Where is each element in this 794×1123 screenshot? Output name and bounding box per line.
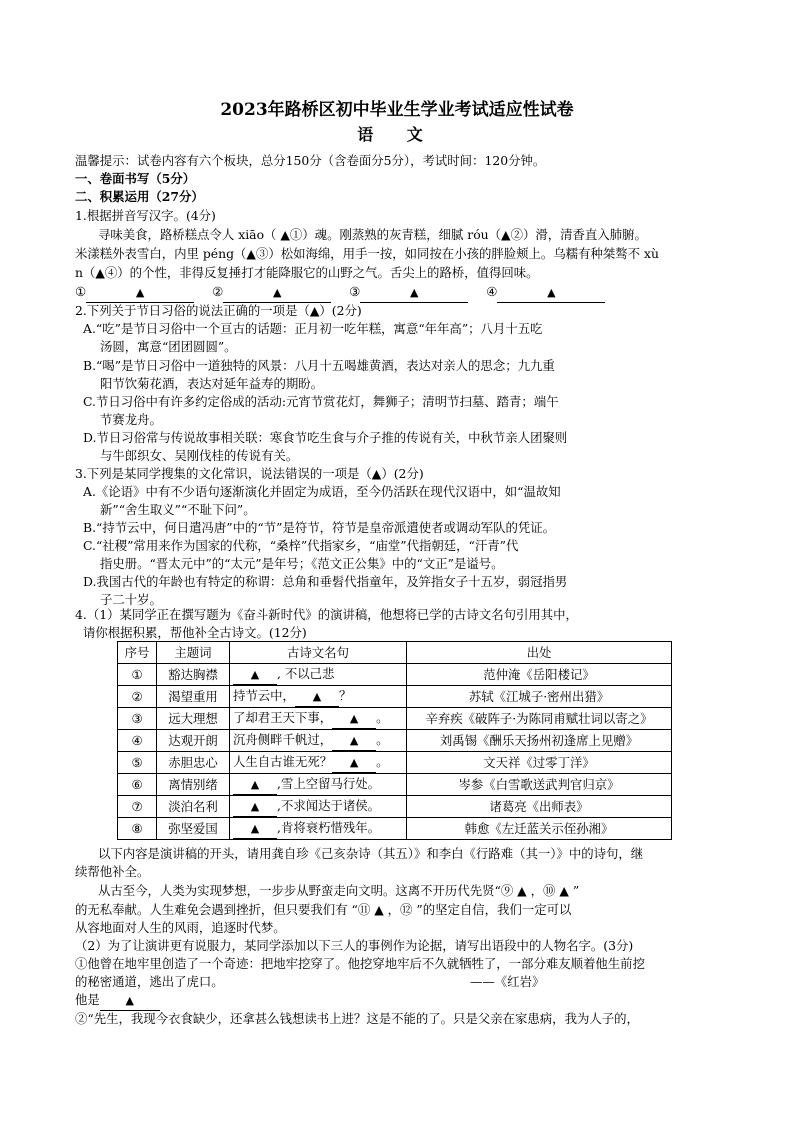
header-theme: 主题词 <box>157 642 230 664</box>
verse-given-part: ？ <box>338 687 352 703</box>
row-theme: 赤胆忠心 <box>157 752 230 774</box>
q4-stem-line-1: 4.（1）某同学正在撰写题为《奋斗新时代》的演讲稿，他想将已学的古诗文名句引用其中， <box>75 607 578 622</box>
verse-answer-blank[interactable] <box>332 709 376 729</box>
blank-3-label: ③ <box>349 284 361 299</box>
q2-option-a-line-1: A.“吃”是节日习俗中一个亘古的话题：正月初一吃年糕，寓意“年年高”；八月十五吃 <box>83 321 543 336</box>
answer-blank-3[interactable]: ▲ <box>360 283 468 303</box>
q4-stem-line-2: 请你根据积累，帮他补全古诗文。(12分) <box>83 625 307 640</box>
q2-option-d-line-2: 与牛郎织女、吴刚伐桂的传说有关。 <box>100 448 299 463</box>
q2-option-c-line-2: 节赛龙舟。 <box>100 412 162 427</box>
exam-title: 2023年路桥区初中毕业生学业考试适应性试卷 <box>220 100 574 120</box>
verse-answer-blank[interactable] <box>233 819 277 839</box>
verse-answer-blank[interactable] <box>233 775 277 795</box>
speech-intro-line-1: 以下内容是演讲稿的开头，请用龚自珍《己亥杂诗（其五）》和李白《行路难（其一）》中的诗句，继 <box>98 846 644 861</box>
row-verse <box>230 774 407 796</box>
section-2-heading: 二、积累运用（27分） <box>75 189 204 204</box>
table-header-row <box>118 642 672 664</box>
row-verse <box>230 730 407 752</box>
verse-given-part: ,不求闻达于诸侯。 <box>277 797 381 813</box>
q3-option-d-line-2: 子二十岁。 <box>100 592 162 607</box>
blank-1-label: ① <box>75 284 87 299</box>
q2-option-b-line-1: B.“喝”是节日习俗中一道独特的风景：八月十五喝雄黄酒，表达对亲人的思念；九九重 <box>83 358 555 373</box>
verse-answer-blank[interactable] <box>233 665 277 685</box>
q2-option-b-line-2: 阳节饮菊花酒，表达对延年益寿的期盼。 <box>100 376 324 391</box>
blank-marker: ▲ <box>250 777 260 791</box>
blank-marker: ▲ <box>349 733 359 747</box>
row-verse <box>230 818 407 840</box>
verse-given-part: ,雪上空留马行处。 <box>277 775 381 791</box>
example-1-line-1: ①他曾在地牢里创造了一个奇迹：把地牢挖穿了。他挖穿地牢后不久就牺牲了，一部分难友顺着他生前挖 <box>75 956 645 971</box>
verse-answer-blank[interactable] <box>233 797 277 817</box>
q3-option-c-line-2: 指史册。“晋太元中”的“太元”是年号；《范文正公集》中的“文正”是谥号。 <box>100 556 504 571</box>
blank-marker: ▲ <box>349 755 359 769</box>
speech-body-line-1: 从古至今，人类为实现梦想，一步步从野蛮走向文明。这离不开历代先贤“⑨ ▲ ，⑩ ▲ ” <box>98 883 580 898</box>
row-source: 文天祥《过零丁洋》 <box>407 752 672 774</box>
row-verse <box>230 664 407 686</box>
poetry-table <box>117 641 672 840</box>
subject-title: 语 文 <box>357 125 437 144</box>
example-1-source: ——《红岩》 <box>470 974 545 989</box>
row-number: ① <box>118 664 157 686</box>
table-row <box>118 774 672 796</box>
header-number: 序号 <box>118 642 157 664</box>
blank-2-label: ② <box>212 284 224 299</box>
verse-given-part: 。 <box>376 709 389 725</box>
row-theme: 远大理想 <box>157 708 230 730</box>
row-source: 辛弃疾《破阵子·为陈同甫赋壮词以寄之》 <box>407 708 672 730</box>
blank-marker: ▲ <box>250 821 260 835</box>
verse-given-part: 。 <box>376 753 389 769</box>
row-number: ④ <box>118 730 157 752</box>
row-source: 韩愈《左迁蓝关示侄孙湘》 <box>407 818 672 840</box>
speech-intro-line-2: 续帮他补全。 <box>75 864 150 879</box>
section-1-heading: 一、卷面书写（5分） <box>75 171 196 186</box>
row-verse <box>230 708 407 730</box>
table-row <box>118 708 672 730</box>
q1-passage-line-1: 寻味美食，路桥糕点令人 xiāo（ ▲①）魂。刚蒸熟的灰青糕，细腻 róu（▲②）滑，清香直入肺腑。 <box>98 227 647 242</box>
row-verse <box>230 796 407 818</box>
verse-given-part: 持节云中， <box>233 687 295 703</box>
q3-option-c-line-1: C.“社稷”常用来作为国家的代称，“桑梓”代指家乡，“庙堂”代指朝廷，“汗青”代 <box>83 538 519 553</box>
row-number: ⑦ <box>118 796 157 818</box>
q1-answer-blanks <box>75 283 725 303</box>
example-1-answer <box>75 991 725 1011</box>
verse-given-part: , 不以己悲 <box>277 665 335 681</box>
verse-given-part: 沉舟侧畔千帆过， <box>233 731 333 747</box>
row-theme: 渴望重用 <box>157 686 230 708</box>
answer-prefix: 他是 <box>75 992 100 1007</box>
row-source: 诸葛亮《出师表》 <box>407 796 672 818</box>
notice-text: 温馨提示：试卷内容有六个板块，总分150分（含卷面分5分），考试时间：120分钟。 <box>75 153 546 168</box>
row-source: 刘禹锡《酬乐天扬州初逢席上见赠》 <box>407 730 672 752</box>
row-verse <box>230 686 407 708</box>
speech-body-line-2: 的无私奉献。人生难免会遇到挫折，但只要我们有 “⑪ ▲ ，⑫ ”的坚定自信，我们一定可以 <box>75 902 572 917</box>
q2-option-d-line-1: D.节日习俗常与传说故事相关联：寒食节吃生食与介子推的传说有关，中秋节亲人团聚则 <box>83 430 568 445</box>
blank-marker: ▲ <box>250 799 260 813</box>
q3-stem: 3.下列是某同学搜集的文化常识，说法错误的一项是（▲）(2分) <box>75 466 424 481</box>
row-number: ② <box>118 686 157 708</box>
verse-answer-blank[interactable] <box>332 753 376 773</box>
verse-given-part: ,肯将衰朽惜残年。 <box>277 819 381 835</box>
q1-passage-line-2: 米漾糕外表雪白，内里 péng（▲③）松如海绵，用手一按，如同按在小孩的胖脸颊上。乌糯有种桀骜不 xù <box>75 246 659 261</box>
q2-option-c-line-1: C.节日习俗中有许多约定俗成的活动:元宵节赏花灯，舞狮子；清明节扫墓、踏青；端午 <box>83 394 559 409</box>
row-theme: 淡泊名利 <box>157 796 230 818</box>
table-row <box>118 818 672 840</box>
blank-marker: ▲ <box>312 689 322 703</box>
example-2-line-1: ②“先生，我现今衣食缺少，还拿甚么钱想读书上进？这是不能的了。只是父亲在家患病，我为人子的， <box>75 1011 639 1026</box>
table-row <box>118 796 672 818</box>
answer-blank-4[interactable]: ▲ <box>497 283 605 303</box>
row-theme: 离情别绪 <box>157 774 230 796</box>
blank-4-label: ④ <box>486 284 498 299</box>
q1-stem: 1.根据拼音写汉字。(4分) <box>75 208 216 223</box>
row-theme: 达观开朗 <box>157 730 230 752</box>
q3-option-a-line-1: A.《论语》中有不少语句逐渐演化并固定为成语，至今仍活跃在现代汉语中，如“温故知 <box>83 484 561 499</box>
row-verse <box>230 752 407 774</box>
row-number: ⑤ <box>118 752 157 774</box>
q2-option-a-line-2: 汤圆，寓意“团团圆圆”。 <box>100 339 237 354</box>
q3-option-a-line-2: 新”“舍生取义”“不耻下问”。 <box>100 502 256 517</box>
q4-part-2-stem: （2）为了让演讲更有说服力，某同学添加以下三人的事例作为论据，请写出语段中的人物名字。(3分) <box>75 938 634 953</box>
row-source: 范仲淹《岳阳楼记》 <box>407 664 672 686</box>
verse-answer-blank[interactable] <box>332 731 376 751</box>
table-row <box>118 664 672 686</box>
blank-marker: ▲ <box>250 667 260 681</box>
example-1-line-2: 的秘密通道，逃出了虎口。 <box>75 974 224 989</box>
row-theme: 弥坚爱国 <box>157 818 230 840</box>
q2-stem: 2.下列关于节日习俗的说法正确的一项是（▲）(2分) <box>75 303 362 318</box>
table-row <box>118 730 672 752</box>
header-verse: 古诗文名句 <box>230 642 407 664</box>
q1-passage-line-3: n（▲④）的个性，非得反复捶打才能降服它的山野之气。舌尖上的路桥，值得回味。 <box>75 265 539 280</box>
blank-marker: ▲ <box>349 711 359 725</box>
verse-answer-blank[interactable] <box>295 687 339 707</box>
person-name-blank[interactable]: ▲ <box>100 991 160 1011</box>
q3-option-d-line-1: D.我国古代的年龄也有特定的称谓：总角和垂髫代指童年，及笄指女子十五岁，弱冠指男 <box>83 574 568 589</box>
row-theme: 豁达胸襟 <box>157 664 230 686</box>
row-number: ⑧ <box>118 818 157 840</box>
q3-option-b-line-1: B.“持节云中，何日遣冯唐”中的“节”是符节，符节是皇帝派遣使者或调动军队的凭证。 <box>83 520 556 535</box>
row-number: ③ <box>118 708 157 730</box>
header-source: 出处 <box>407 642 672 664</box>
table-row <box>118 752 672 774</box>
answer-blank-1[interactable]: ▲ <box>86 283 194 303</box>
row-source: 苏轼《江城子·密州出猎》 <box>407 686 672 708</box>
verse-given-part: 人生自古谁无死？ <box>233 753 333 769</box>
answer-blank-2[interactable]: ▲ <box>223 283 331 303</box>
row-number: ⑥ <box>118 774 157 796</box>
verse-given-part: 。 <box>376 731 389 747</box>
speech-body-line-3: 从容地面对人生的风雨，追逐时代梦。 <box>75 920 286 935</box>
table-row <box>118 686 672 708</box>
row-source: 岑参《白雪歌送武判官归京》 <box>407 774 672 796</box>
verse-given-part: 了却君王天下事， <box>233 709 333 725</box>
